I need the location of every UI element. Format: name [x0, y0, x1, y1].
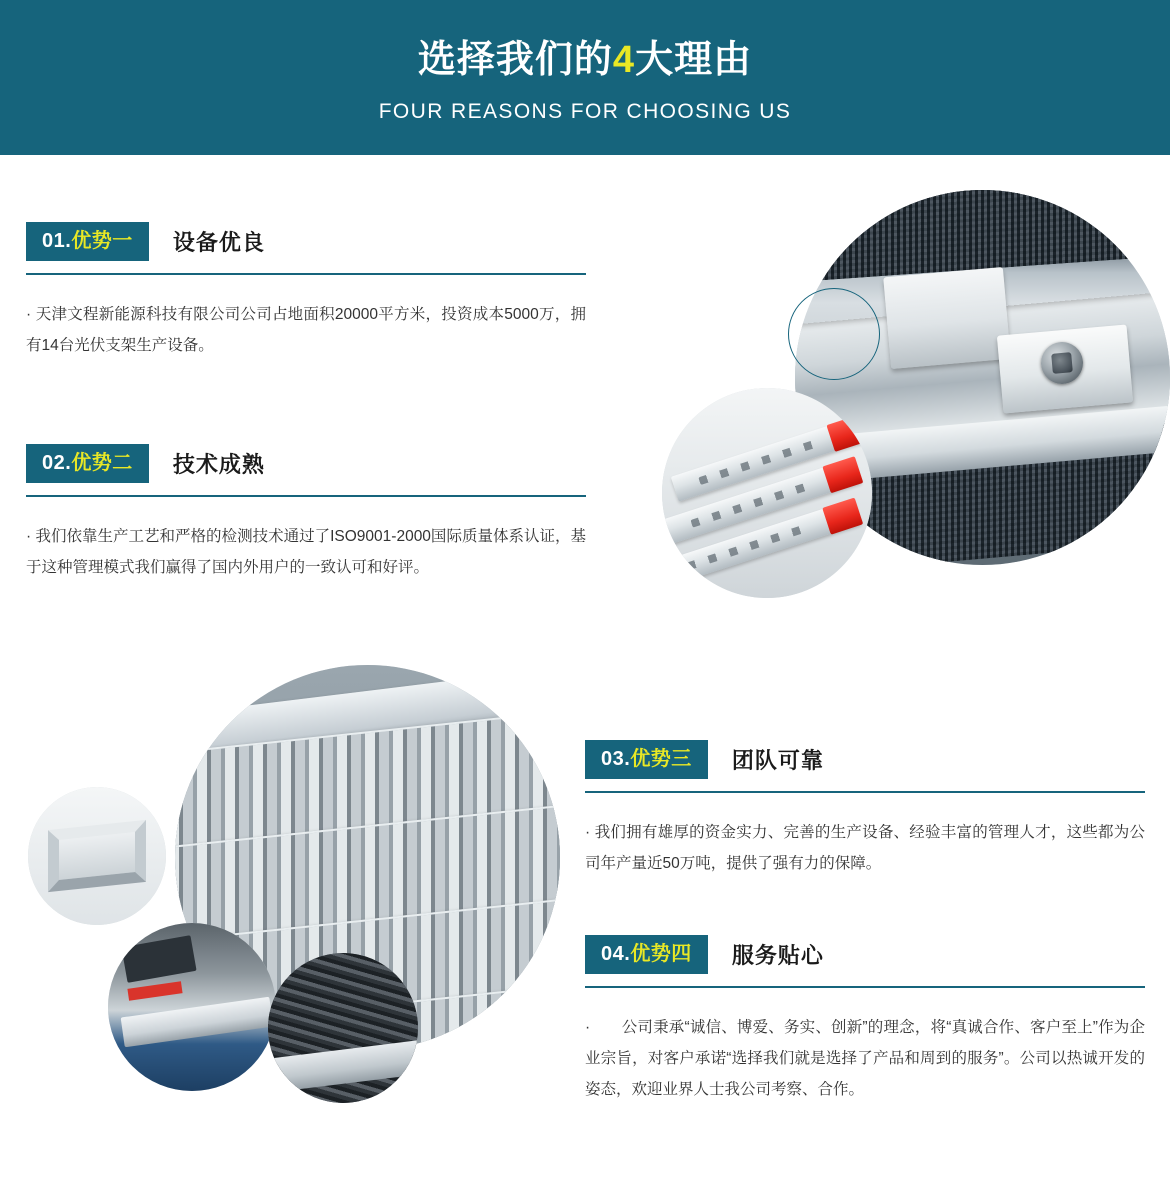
- reason-01-tag-label: 优势一: [71, 230, 133, 252]
- reason-block-04: [585, 935, 1145, 1105]
- u-channel-shape: [48, 820, 146, 892]
- page-title-prefix: 选择我们的: [417, 39, 613, 81]
- reason-03-header: [585, 740, 1145, 779]
- roll-forming-machine-photo: [108, 923, 276, 1091]
- page-header: [0, 0, 1170, 155]
- reason-02-tag: [26, 444, 149, 483]
- reason-03-rule: [585, 791, 1145, 793]
- reason-04-header: [585, 935, 1145, 974]
- reason-03-tag: [585, 740, 708, 779]
- reason-01-header: [26, 222, 586, 261]
- reason-block-02: [26, 444, 586, 583]
- reason-01-heading: 设备优良: [172, 230, 265, 255]
- reason-02-header: [26, 444, 586, 483]
- reason-03-number: 03.: [601, 748, 631, 770]
- reason-04-text: · 公司秉承“诚信、博爱、务实、创新”的理念，将“真诚合作、客户至上”作为企业宗旨，对客户承诺“选择我们就是选择了产品和周到的服务”。公司以热诚开发的姿态，欢迎业界人士我公司考察、合作。: [585, 1019, 1145, 1098]
- reason-02-heading: 技术成熟: [172, 452, 265, 477]
- reason-03-text: · 我们拥有雄厚的资金实力、完善的生产设备、经验丰富的管理人才，这些都为公司年产量近50万吨，提供了强有力的保障。: [585, 824, 1145, 872]
- reason-04-tag: [585, 935, 708, 974]
- reason-03-tag-label: 优势三: [630, 748, 692, 770]
- reason-04-rule: [585, 986, 1145, 988]
- reason-04-tag-label: 优势四: [630, 943, 692, 965]
- steel-coil-photo: [268, 953, 418, 1103]
- reason-01-number: 01.: [42, 230, 72, 252]
- reason-01-tag: [26, 222, 149, 261]
- reason-02-rule: [26, 495, 586, 497]
- photo-collage-bottom: [10, 655, 580, 1125]
- reason-01-text: · 天津文程新能源科技有限公司公司占地面积20000平方米，投资成本5000万，拥有14台光伏支架生产设备。: [26, 306, 586, 354]
- reason-04-heading: 服务贴心: [731, 943, 824, 968]
- decorative-circle-outline: [788, 288, 880, 380]
- page-title-accent: 4: [612, 39, 636, 81]
- reason-03-heading: 团队可靠: [731, 748, 824, 773]
- photo-collage-top: [640, 170, 1170, 600]
- reason-block-03: [585, 740, 1145, 879]
- page-title-suffix: 大理由: [635, 39, 753, 81]
- red-capped-channel-bars-photo: [662, 388, 872, 598]
- reason-block-01: [26, 222, 586, 361]
- clamp-photo-block-left: [883, 267, 1011, 369]
- reason-02-text: · 我们依靠生产工艺和严格的检测技术通过了ISO9001-2000国际质量体系认证，基于这种管理模式我们赢得了国内外用户的一致认可和好评。: [26, 528, 586, 576]
- reason-02-number: 02.: [42, 452, 72, 474]
- reason-01-rule: [26, 273, 586, 275]
- reason-04-number: 04.: [601, 943, 631, 965]
- page-title: [0, 0, 1170, 82]
- reason-02-tag-label: 优势二: [71, 452, 133, 474]
- u-channel-profile-photo: [28, 787, 166, 925]
- page-subtitle: FOUR REASONS FOR CHOOSING US: [378, 99, 792, 123]
